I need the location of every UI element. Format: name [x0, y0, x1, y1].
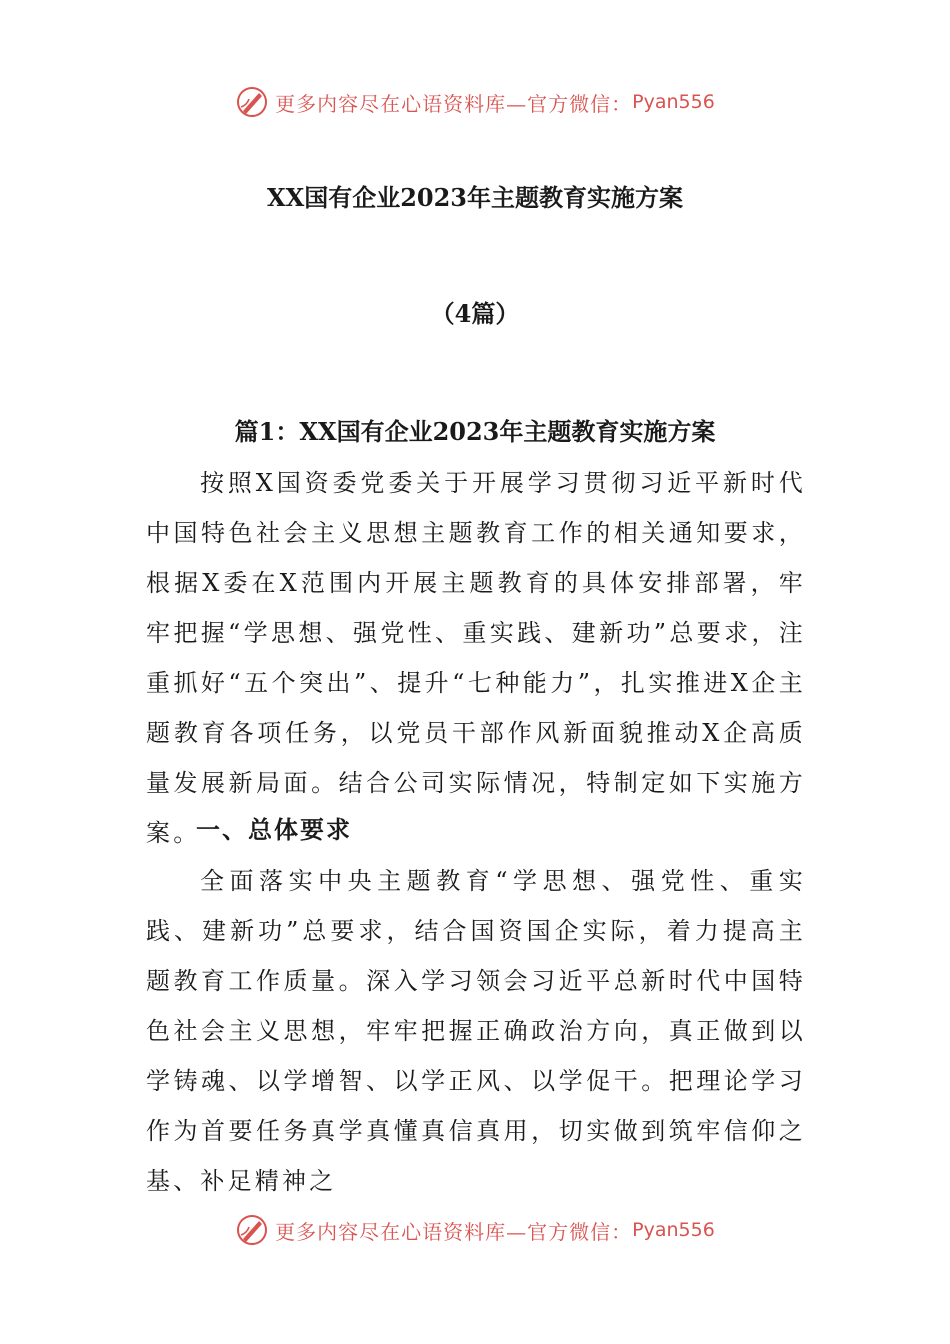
watermark-text: 更多内容尽在心语资料库—官方微信： [275, 91, 633, 116]
watermark-wechat-id: Pyan556 [632, 1219, 715, 1241]
watermark-wechat-id: Pyan556 [632, 91, 715, 113]
article-title: 篇1：XX国有企业2023年主题教育实施方案 [234, 417, 716, 446]
document-title: XX国有企业2023年主题教育实施方案 [266, 183, 684, 212]
intro-paragraph: 按照X国资委党委关于开展学习贯彻习近平新时代中国特色社会主义思想主题教育工作的相关通知要求，根据X委在X范围内开展主题教育的具体安排部署，牢牢把握“学思想、强党性、重实践、建新功”总要求，注重抓好“五个突出”、提升“七种能力”，扎实推进X企主题教育各项任务，以党员干部作风新面貌推动X企高质量发展新局面。结合公司实际情况，特制定如下实施方案。 [146, 469, 806, 847]
pen-quill-logo-icon [235, 85, 269, 119]
body-paragraph: 全面落实中央主题教育“学思想、强党性、重实践、建新功”总要求，结合国资国企实际，着力提高主题教育工作质量。深入学习领会习近平总新时代中国特色社会主义思想，牢牢把握正确政治方向，真正做到以学铸魂、以学增智、以学正风、以学促干。把理论学习作为首要任务真学真懂真信真用，切实做到筑牢信仰之基、补足精神之 [146, 867, 806, 1195]
article-count: （4篇） [430, 299, 520, 328]
watermark-header [0, 82, 950, 122]
pen-quill-logo-icon [235, 1213, 269, 1247]
watermark-text: 更多内容尽在心语资料库—官方微信： [275, 1219, 633, 1244]
section-heading: 一、总体要求 [196, 815, 352, 844]
watermark-footer [0, 1210, 950, 1250]
